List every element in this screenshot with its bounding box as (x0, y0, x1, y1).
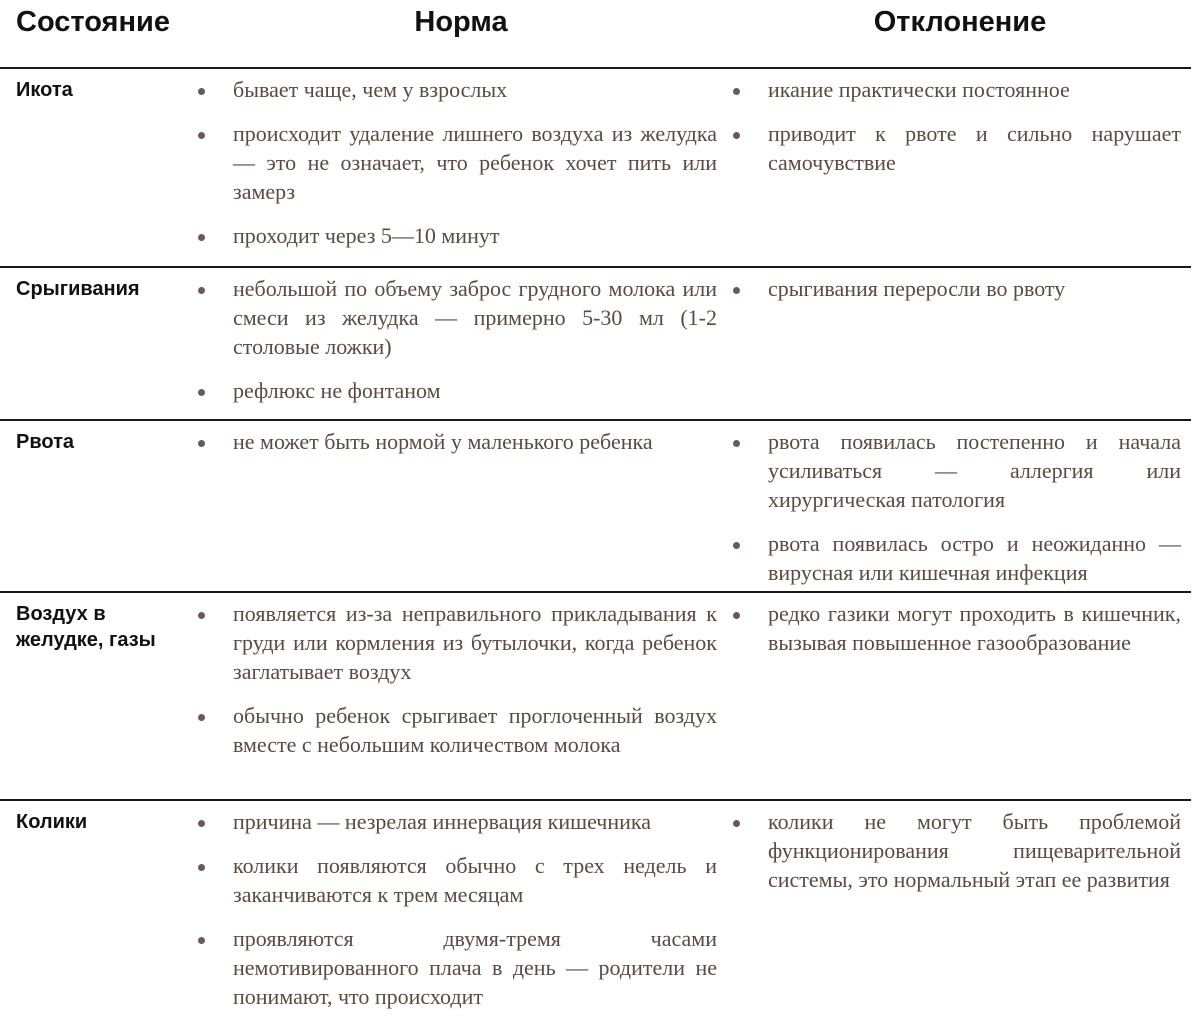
bullet-icon (198, 389, 205, 396)
row-divider (0, 591, 1191, 593)
bullet-icon (733, 542, 740, 549)
bullet-icon (198, 937, 205, 944)
list-item (191, 851, 717, 909)
deviation-list (726, 75, 1181, 192)
item-text: проявляются двумя-тремя часами немотивированного плача в день — родители не понимают, что происходит (233, 926, 717, 1009)
item-text: приводит к рвоте и сильно нарушает самочувствие (768, 121, 1181, 175)
item-text: происходит удаление лишнего воздуха из желудка — это не означает, что ребенок хочет пить или замерз (233, 121, 717, 204)
condition-label: Колики (16, 811, 88, 833)
item-text: появляется из-за неправильного прикладывания к груди или кормления из бутылочки, когда ребенок заглатывает воздух (233, 601, 717, 684)
list-item (191, 119, 717, 206)
header-norm: Норма (414, 6, 508, 38)
list-item (191, 427, 717, 456)
condition-label: Рвота (16, 431, 75, 453)
list-item (191, 376, 717, 405)
item-text: икание практически постоянное (768, 77, 1070, 102)
header-deviation: Отклонение (873, 6, 1047, 38)
norm-list (191, 75, 717, 265)
row-divider (0, 266, 1191, 268)
bullet-icon (198, 440, 205, 447)
header-condition: Состояние (16, 6, 170, 38)
deviation-list (726, 599, 1181, 672)
bullet-icon (198, 714, 205, 721)
row-divider (0, 799, 1191, 801)
item-text: срыгивания переросли во рвоту (768, 276, 1066, 301)
list-item (191, 75, 717, 104)
norm-list (191, 599, 717, 774)
bullet-icon (198, 820, 205, 827)
bullet-icon (733, 440, 740, 447)
list-item (726, 529, 1181, 587)
deviation-list (726, 807, 1181, 909)
item-text: рвота появилась остро и неожиданно — вирусная или кишечная инфекция (768, 531, 1181, 585)
bullet-icon (198, 88, 205, 95)
condition-label: Икота (16, 79, 73, 101)
bullet-icon (733, 88, 740, 95)
list-item (726, 599, 1181, 657)
norm-list (191, 274, 717, 420)
list-item (726, 427, 1181, 514)
list-item (726, 75, 1181, 104)
list-item (191, 701, 717, 759)
item-text: бывает чаще, чем у взрослых (233, 77, 508, 102)
bullet-icon (198, 287, 205, 294)
condition-label: Воздух в желудке, газы (16, 603, 156, 651)
bullet-icon (198, 132, 205, 139)
item-text: обычно ребенок срыгивает проглоченный воздух вместе с небольшим количеством молока (233, 703, 717, 757)
bullet-icon (733, 612, 740, 619)
bullet-icon (733, 287, 740, 294)
list-item (191, 221, 717, 250)
item-text: колики не могут быть проблемой функционирования пищеварительной системы, это нормальный этап ее развития (768, 809, 1181, 892)
list-item (726, 119, 1181, 177)
deviation-list (726, 274, 1181, 318)
bullet-icon (198, 864, 205, 871)
item-text: не может быть нормой у маленького ребенка (233, 429, 653, 454)
item-text: редко газики могут проходить в кишечник, вызывая повышенное газообразование (768, 601, 1181, 655)
item-text: причина — незрелая иннервация кишечника (233, 809, 652, 834)
norm-list (191, 427, 717, 471)
condition-label: Срыгивания (16, 278, 140, 300)
list-item (726, 807, 1181, 894)
item-text: рефлюкс не фонтаном (233, 378, 441, 403)
list-item (191, 807, 717, 836)
header-divider (0, 67, 1191, 69)
bullet-icon (733, 132, 740, 139)
list-item (191, 274, 717, 361)
list-item (191, 599, 717, 686)
bullet-icon (198, 234, 205, 241)
deviation-list (726, 427, 1181, 602)
row-divider (0, 419, 1191, 421)
bullet-icon (198, 612, 205, 619)
item-text: небольшой по объему заброс грудного молока или смеси из желудка — примерно 5-30 мл (1-2 столовые ложки) (233, 276, 717, 359)
item-text: рвота появилась постепенно и начала усиливаться — аллергия или хирургическая патология (768, 429, 1181, 512)
list-item (726, 274, 1181, 303)
item-text: колики появляются обычно с трех недель и заканчиваются к трем месяцам (233, 853, 717, 907)
norm-list (191, 807, 717, 1026)
bullet-icon (733, 820, 740, 827)
list-item (191, 924, 717, 1011)
item-text: проходит через 5—10 минут (233, 223, 500, 248)
